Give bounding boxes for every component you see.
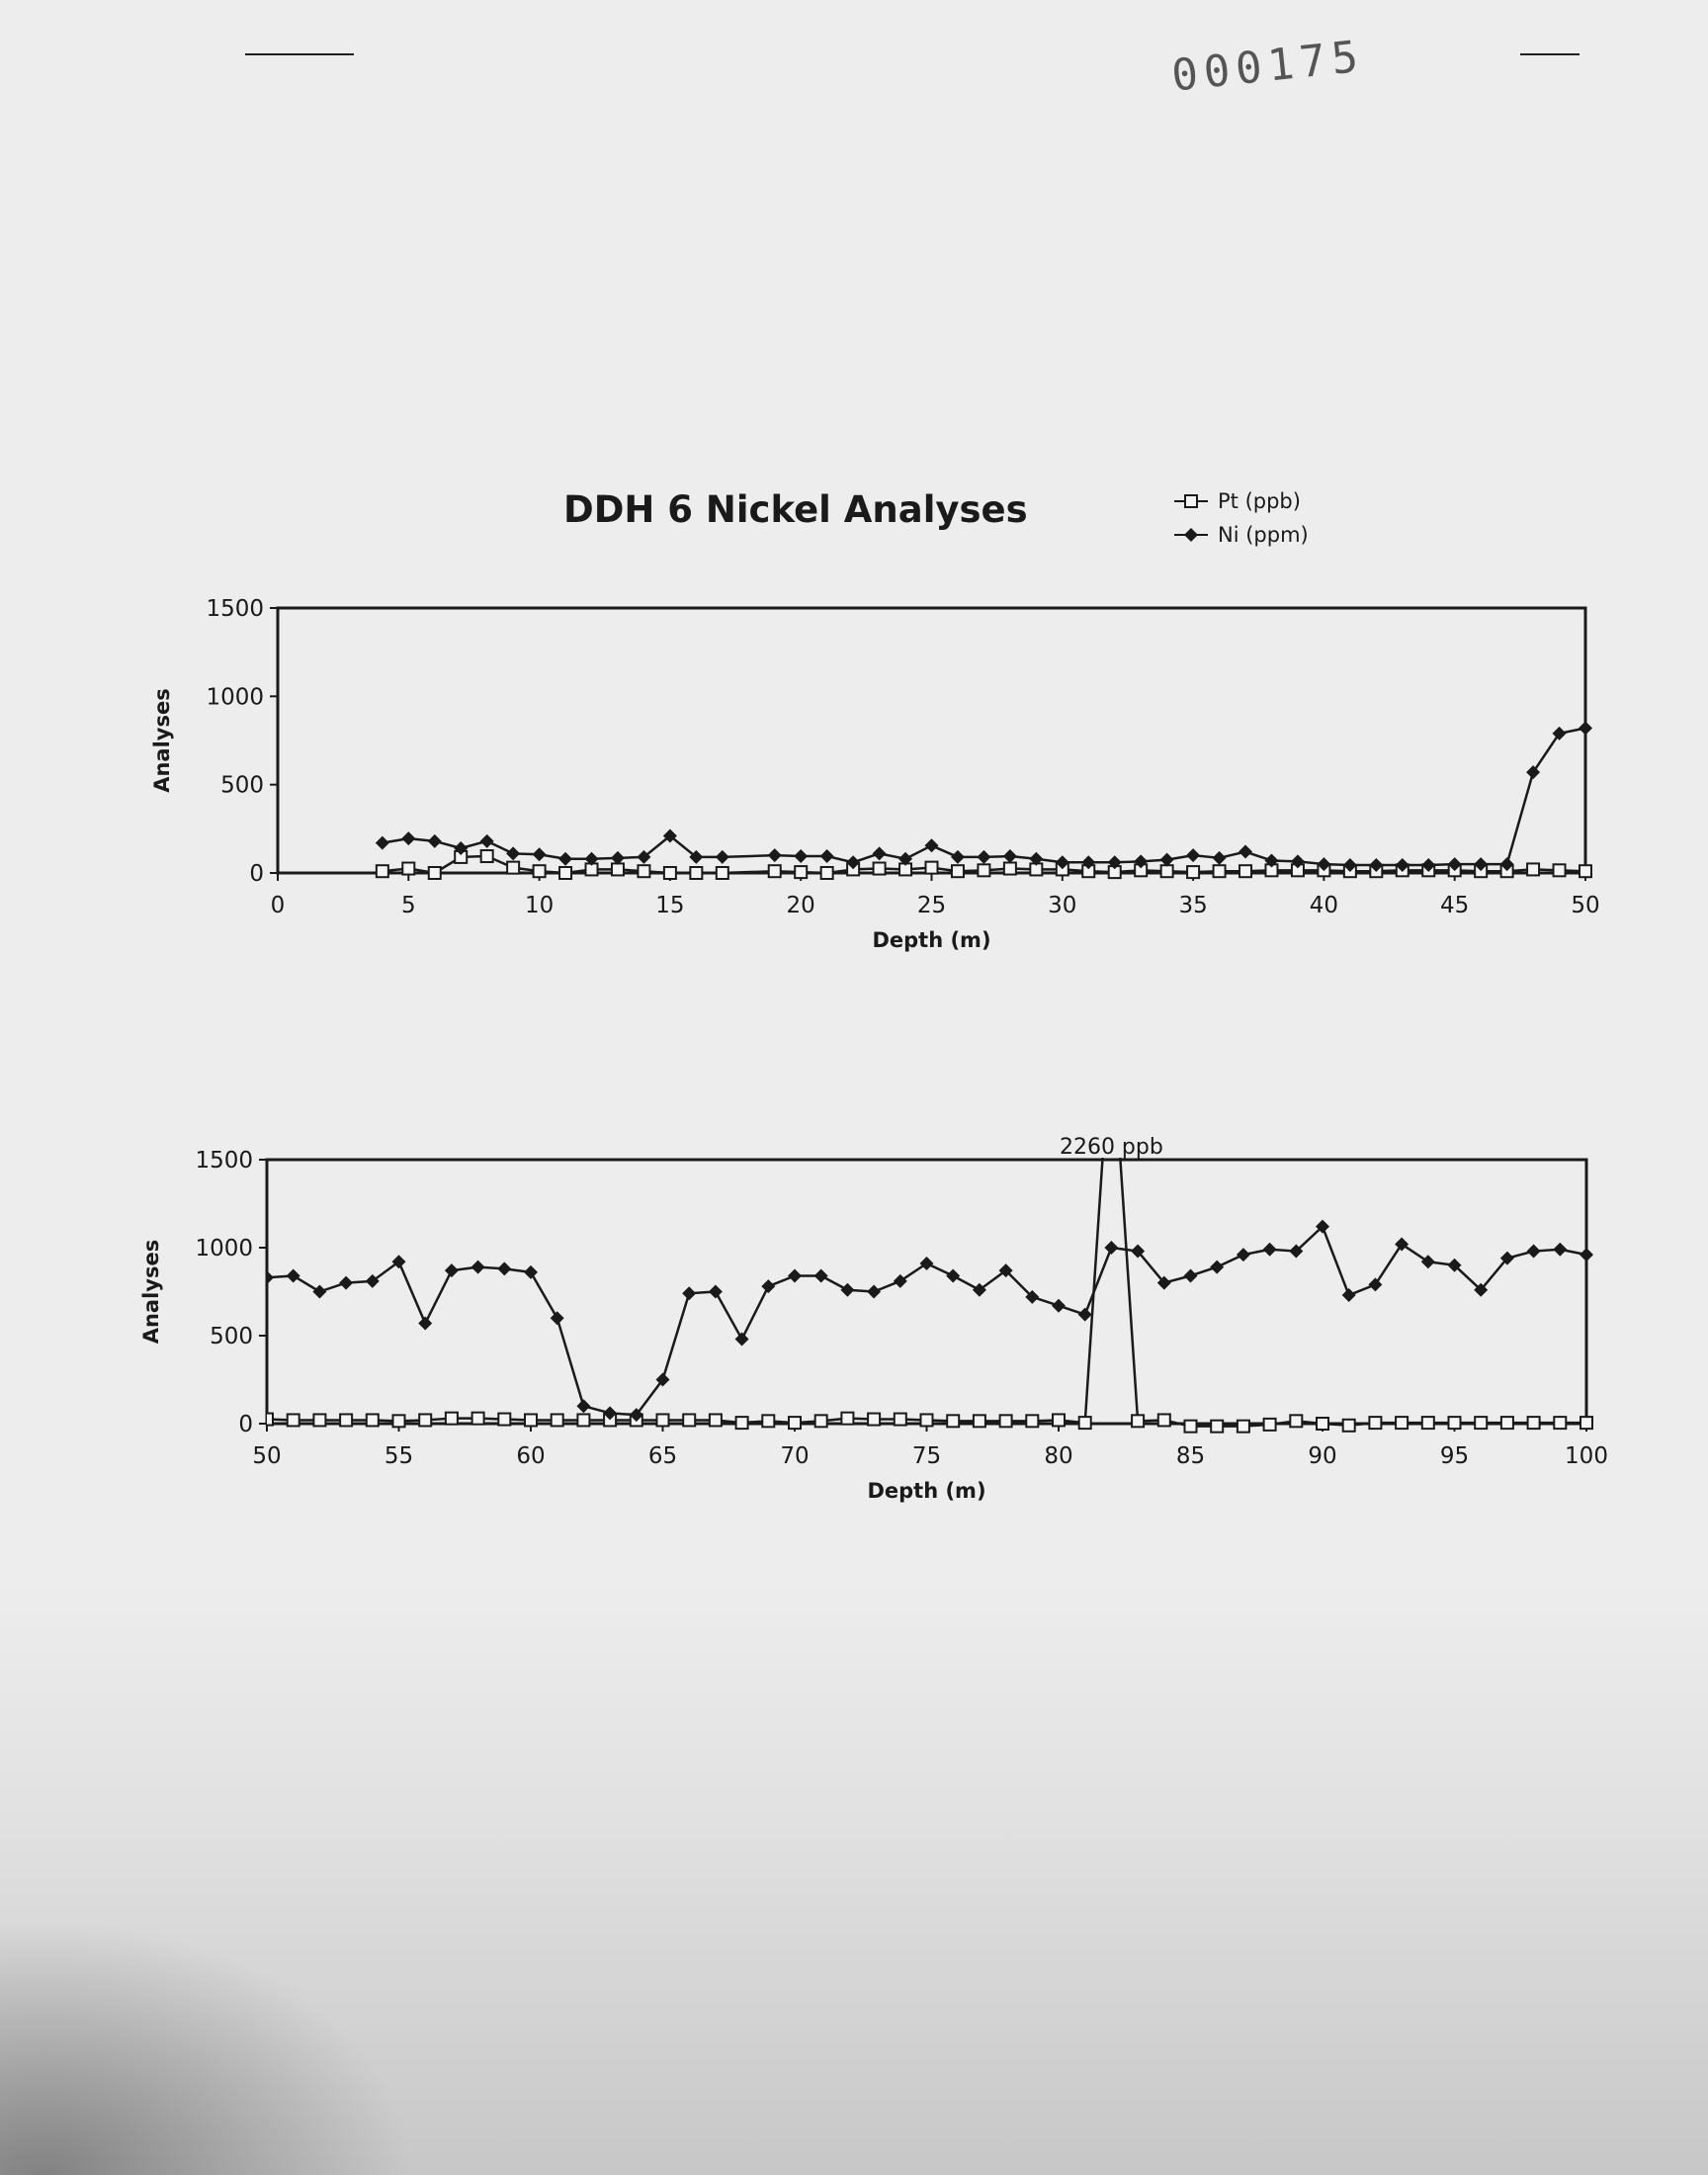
ni-point [312,1285,326,1299]
ni-point [761,1279,775,1293]
x-tick-label: 90 [1308,1443,1337,1469]
pt-point [1343,1420,1355,1432]
ni-point [682,1286,696,1300]
x-tick-label: 55 [384,1443,414,1469]
ni-point [840,1283,854,1297]
pt-point [1185,1421,1197,1433]
ni-point [894,1274,907,1288]
y-tick-label: 0 [238,1412,253,1437]
pt-point [710,1414,722,1426]
y-tick-label: 0 [249,861,264,887]
pt-point [1053,1414,1065,1426]
x-tick-label: 70 [780,1443,810,1469]
pt-point [340,1414,352,1426]
pt-point [736,1417,748,1429]
pt-point [657,1414,669,1426]
y-tick-label: 1000 [195,1236,253,1262]
ni-point [339,1276,353,1290]
pt-point [921,1414,933,1426]
pt-point [552,1414,563,1426]
y-axis-title: Analyses [139,1239,163,1345]
ni-point [1078,1308,1092,1322]
pt-point [974,1415,985,1427]
chart-title: DDH 6 Nickel Analyses [563,488,1028,531]
ni-point [1553,1243,1567,1257]
pt-point [1396,1417,1408,1429]
y-tick-label: 1000 [206,684,264,711]
pt-point [815,1415,827,1427]
pt-point [1422,1417,1434,1429]
pt-point [683,1414,695,1426]
pt-point [1079,1417,1091,1429]
x-tick-label: 40 [1309,893,1339,918]
ni-point [1237,1248,1250,1262]
y-tick-label: 500 [220,772,264,799]
x-tick-label: 50 [1571,893,1600,918]
ni-point [471,1261,485,1274]
x-axis-title: Depth (m) [867,1479,986,1503]
ni-point [445,1263,459,1277]
ni-point [551,1311,564,1325]
pt-point [868,1414,880,1426]
x-tick-label: 30 [1048,893,1077,918]
x-tick-label: 15 [655,893,685,918]
ni-point [1052,1299,1066,1313]
pt-point [895,1414,906,1426]
page-shading [0,1582,1708,2175]
ni-point [867,1285,881,1299]
x-tick-label: 75 [911,1443,942,1469]
ni-point [1580,1248,1593,1262]
pt-point [762,1415,774,1427]
x-tick-label: 60 [516,1443,546,1469]
pt-point [393,1415,405,1427]
x-tick-label: 85 [1175,1443,1206,1469]
pt-point [1449,1417,1461,1429]
pt-point [1264,1419,1276,1431]
pt-point [1158,1414,1170,1426]
ni-point [576,1399,590,1413]
x-tick-label: 50 [252,1443,282,1469]
plot-frame [267,1160,1586,1424]
x-tick-label: 20 [786,893,815,918]
ni-point [1342,1288,1356,1302]
ni-point [260,1270,274,1284]
ni-point [1368,1277,1382,1291]
legend-label-ni: Ni (ppm) [1218,523,1309,547]
pt-point [367,1414,379,1426]
ni-point [524,1265,538,1279]
x-tick-label: 5 [400,893,416,918]
ni-point [946,1268,960,1282]
pt-point [288,1414,299,1426]
x-tick-label: 95 [1439,1443,1470,1469]
ni-point [418,1317,432,1331]
pt-point [472,1413,484,1425]
page-shading-corner [0,1918,415,2175]
peak-annotation: 2260 ppb [1059,1135,1163,1160]
x-tick-label: 100 [1565,1443,1608,1469]
pt-point [313,1414,325,1426]
legend-label-pt: Pt (ppb) [1218,489,1301,513]
pt-point [498,1414,510,1426]
ni-point [814,1268,828,1282]
ni-point [1210,1261,1224,1274]
ni-point [1263,1243,1277,1257]
x-tick-label: 45 [1440,893,1470,918]
ni-series-line [267,1227,1586,1415]
series-pt [261,1026,1592,1433]
pt-point [1290,1415,1302,1427]
pt-point [841,1413,853,1425]
pt-point [1580,1417,1592,1429]
ni-point [287,1268,300,1282]
pt-point [1501,1417,1513,1429]
pt-point [1026,1415,1038,1427]
ni-point [920,1257,934,1270]
pt-point [1369,1417,1381,1429]
pt-point [577,1414,589,1426]
x-tick-label: 25 [916,893,947,918]
pt-point [1317,1418,1328,1430]
x-tick-label: 10 [524,893,555,918]
pt-point [789,1417,801,1429]
y-axis-title: Analyses [150,688,174,793]
pt-point [419,1414,431,1426]
ni-point [1527,1245,1541,1259]
ni-point [1184,1268,1198,1282]
y-tick-label: 1500 [206,596,264,622]
document-number: 000175 [1169,31,1367,102]
pt-point [1211,1421,1223,1433]
pt-point [1554,1417,1566,1429]
ni-point [735,1333,749,1347]
y-tick-label: 500 [210,1324,253,1349]
x-tick-label: 65 [647,1443,678,1469]
ni-point [709,1285,723,1299]
ni-point [1421,1255,1435,1268]
x-tick-label: 35 [1178,893,1208,918]
series-ni [260,1220,1593,1422]
pt-point [1475,1417,1487,1429]
pt-point [525,1414,537,1426]
pt-point [446,1413,458,1425]
ni-point [497,1262,511,1275]
ni-point [1395,1237,1409,1251]
pt-point [947,1415,959,1427]
x-axis-title: Depth (m) [872,928,991,952]
ni-point [1104,1241,1118,1255]
pt-point [1132,1415,1144,1427]
x-tick-label: 80 [1044,1443,1073,1469]
x-tick-label: 0 [270,893,286,918]
pt-series-line [267,1026,1586,1427]
y-tick-label: 1500 [195,1148,253,1174]
ni-point [788,1268,802,1282]
pt-point [1000,1415,1012,1427]
pt-point [1238,1421,1249,1433]
pt-point [1528,1417,1540,1429]
